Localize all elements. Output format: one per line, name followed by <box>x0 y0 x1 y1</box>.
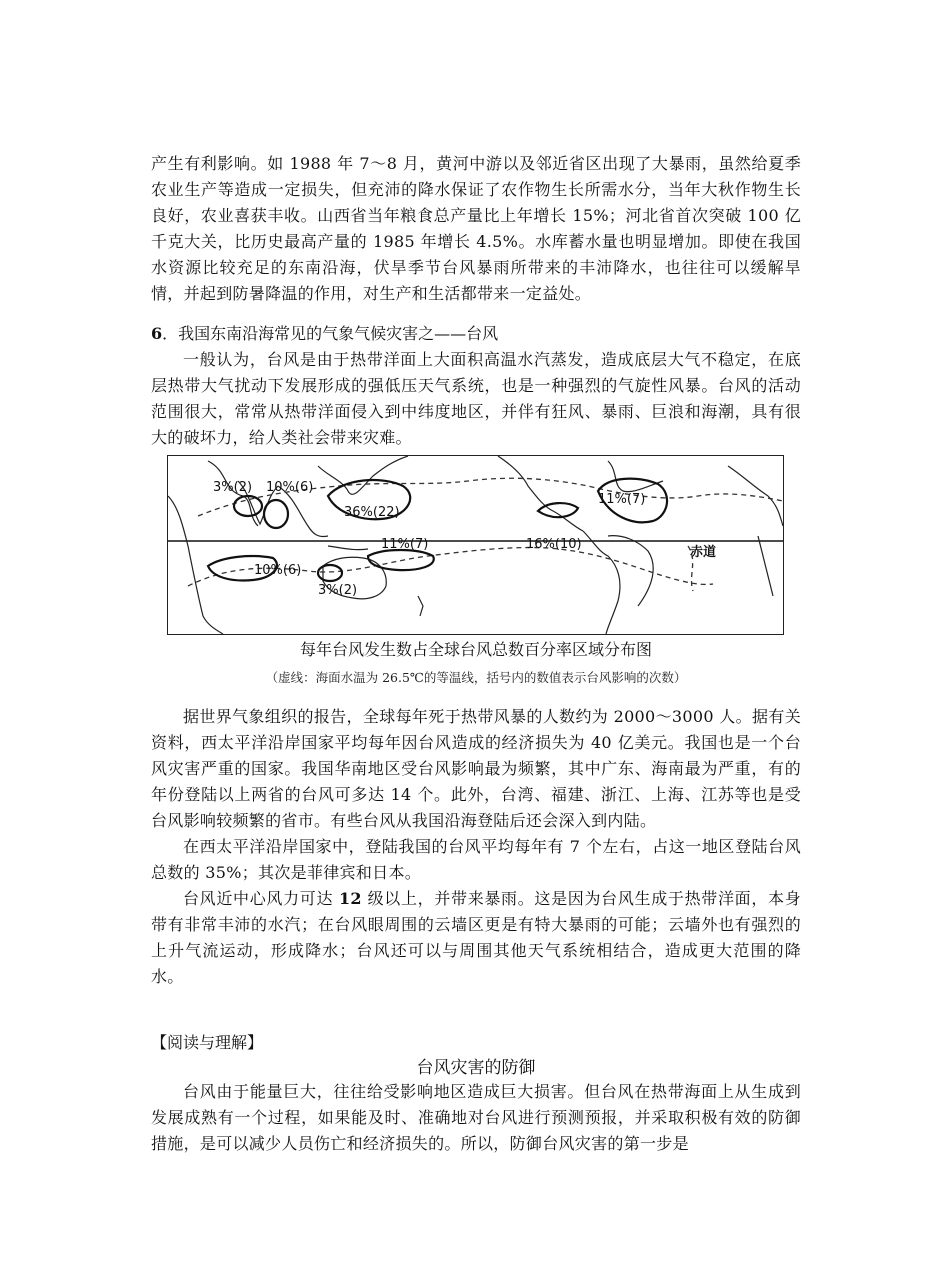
reading-paragraph: 台风由于能量巨大，往往给受影响地区造成巨大损害。但台风在热带海面上从生成到发展成熟有一个过程，如果能及时、准确地对台风进行预测预报，并采取积极有效的防御措施，是可以减少人员伤亡和经济损失的。所以，防御台风灾害的第一步是 <box>151 1082 801 1153</box>
landfall-paragraph: 在西太平洋沿岸国家中，登陆我国的台风平均每年有 7 个左右，占这一地区登陆台风总数的 35%；其次是菲律宾和日本。 <box>151 837 801 882</box>
wind-rain-paragraph <box>151 886 801 990</box>
label-south-pacific: 11%(7) <box>381 537 429 552</box>
body-paragraphs <box>151 704 801 990</box>
west-africa-coast <box>728 466 783 526</box>
region-bay-of-bengal <box>264 500 288 528</box>
south-america-west <box>583 531 620 634</box>
label-northwest-australia: 3%(2) <box>318 583 358 598</box>
label-south-indian: 10%(6) <box>254 563 302 578</box>
section-6-heading <box>151 322 801 346</box>
typhoon-distribution-map <box>167 455 784 635</box>
reading-title: 台风灾害的防御 <box>416 1058 536 1078</box>
label-bay-of-bengal: 10%(6) <box>266 480 314 495</box>
map-caption-title: 每年台风发生数占全球台风总数百分率区域分布图 <box>299 640 652 659</box>
typhoon-definition-text: 一般认为，台风是由于热带洋面上大面积高温水汽蒸发，造成底层大气不稳定，在底层热带大气扰动下发展形成的强低压天气系统，也是一种强烈的气旋性风暴。台风的活动范围很大，常常从热带洋面侵入到中纬度地区，并伴有狂风、暴雨、巨浪和海潮，具有很大的破坏力，给人类社会带来灾难。 <box>151 350 801 447</box>
world-map-svg <box>168 456 783 634</box>
north-america-west <box>498 456 583 531</box>
region-arabian-sea <box>234 496 262 516</box>
wmo-report-paragraph: 据世界气象组织的报告，全球每年死于热带风暴的人数约为 2000～3000 人。据有关资料，西太平洋沿岸国家平均每年因台风造成的经济损失为 40 亿美元。我国也是一个台风灾害严重的国家。我国华南地区受台风影响最为频繁，其中广东、海南最为严重，有的年份登陆以上两省的台风可多达 14 个。此外，台湾、福建、浙江、上海、江苏等也是受台风影响较频繁的省市。有些台风从我国沿海登陆后还会深入到内陆。 <box>151 707 801 830</box>
wind-text-b: 级以上，并带来暴雨。这是因为台风生成于热带洋面，本身带有非常丰沛的水汽；在台风眼周围的云墙区更是有特大暴雨的可能；云墙外也有强烈的上升气流运动，形成降水；台风还可以与周围其他天气系统相结合，造成更大范围的降水。 <box>151 889 801 986</box>
wind-level-number: 12 <box>338 889 362 908</box>
intro-text: 产生有利影响。如 1988 年 7～8 月，黄河中游以及邻近省区出现了大暴雨，虽然给夏季农业生产等造成一定损失，但充沛的降水保证了农作物生长所需水分，当年大秋作物生长良好，农业喜获丰收。山西省当年粮食总产量比上年增长 15%；河北省首次突破 100 亿千克大关，比历史最高产量的 1985 年增长 4.5%。水库蓄水量也明显增加。即使在我国水资源比较充足的东南沿海，伏旱季节台风暴雨所带来的丰沛降水，也往往可以缓解旱情，并起到防暑降温的作用，对生产和生活都带来一定益处。 <box>151 154 801 303</box>
wind-text-a: 台风近中心风力可达 <box>183 889 339 908</box>
map-caption-note: （虚线：海面水温为 26.5℃的等温线，括号内的数值表示台风影响的次数） <box>265 670 687 685</box>
region-northwest-australia <box>318 565 342 581</box>
typhoon-definition-paragraph <box>151 347 801 451</box>
label-arabian-sea: 3%(2) <box>213 480 253 495</box>
label-west-pacific: 36%(22) <box>344 505 400 520</box>
section-title: ．我国东南沿海常见的气象气候灾害之——台风 <box>162 324 499 343</box>
label-atlantic: 11%(7) <box>598 492 646 507</box>
section-number: 6 <box>151 324 163 343</box>
intro-paragraph <box>151 151 801 307</box>
label-equator: 赤道 <box>690 545 717 560</box>
new-zealand <box>418 596 423 616</box>
north-america-east <box>608 461 663 492</box>
reading-paragraph-block <box>151 1079 801 1157</box>
indonesia-islands <box>328 546 368 550</box>
china-coast <box>318 456 408 494</box>
label-east-pacific: 16%(10) <box>526 537 582 552</box>
south-america-east <box>608 536 653 606</box>
reading-label: 【阅读与理解】 <box>151 1033 264 1052</box>
africa-coast <box>168 496 223 634</box>
africa-atlantic-coast <box>758 536 773 596</box>
